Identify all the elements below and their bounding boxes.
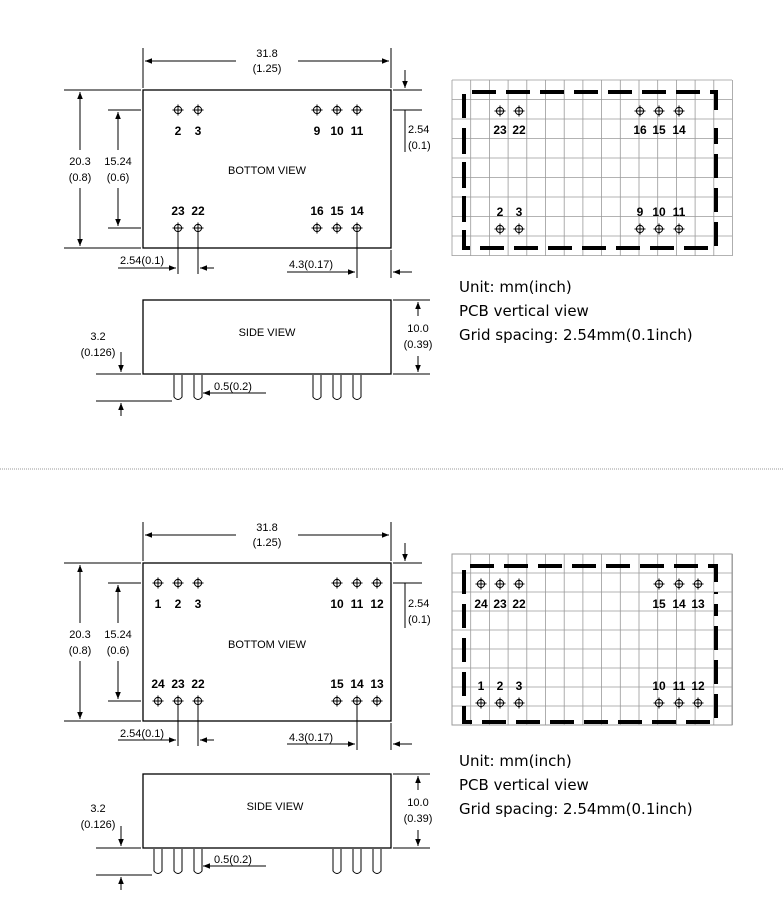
pin-number: 22 xyxy=(191,204,205,218)
pin-leg xyxy=(194,375,202,400)
pin-number: 10 xyxy=(652,679,666,693)
dim-pin-dia: 0.5(0.2) xyxy=(214,854,252,866)
dim-pin-length-mm: 3.2 xyxy=(90,331,106,343)
dim-height-mm: 20.3 xyxy=(69,629,91,641)
pin-mark xyxy=(674,579,685,590)
dim-pin-span-mm: 15.24 xyxy=(104,629,132,641)
pin-number: 3 xyxy=(194,124,202,138)
pin-number: 11 xyxy=(350,124,364,138)
dim-thickness-mm: 10.0 xyxy=(407,797,429,809)
pin-number: 12 xyxy=(691,679,705,693)
pin-number: 1 xyxy=(477,679,485,693)
pin-leg xyxy=(333,849,341,874)
pin-number: 23 xyxy=(171,677,185,691)
pin-mark xyxy=(495,698,506,709)
pin-mark xyxy=(514,106,525,117)
pin-number: 11 xyxy=(672,679,686,693)
pin-number: 9 xyxy=(313,124,321,138)
pin-mark xyxy=(514,698,525,709)
dim-pitch: 2.54(0.1) xyxy=(120,255,165,267)
pin-mark xyxy=(476,579,487,590)
pin-number: 15 xyxy=(330,677,344,691)
pin-mark xyxy=(495,224,506,235)
pin-number: 1 xyxy=(154,597,162,611)
pin-mark xyxy=(674,224,685,235)
dim-pin-span-mm: 15.24 xyxy=(104,156,132,168)
dim-height-inch: (0.8) xyxy=(68,645,92,657)
dim-thickness-inch: (0.39) xyxy=(403,813,433,825)
pin-number: 2 xyxy=(174,124,182,138)
dim-pin-length-inch: (0.126) xyxy=(80,819,116,831)
pin-number: 15 xyxy=(652,123,666,137)
diagram-a xyxy=(64,48,733,416)
side-view-pins xyxy=(174,375,361,400)
pin-number: 23 xyxy=(171,204,185,218)
pin-number: 23 xyxy=(493,597,507,611)
pin-leg xyxy=(194,849,202,874)
note-unit: Unit: mm(inch) xyxy=(459,278,572,296)
side-view-label: SIDE VIEW xyxy=(246,801,304,813)
pin-number: 22 xyxy=(191,677,205,691)
pin-number: 24 xyxy=(474,597,488,611)
pin-number: 22 xyxy=(512,597,526,611)
pin-number: 16 xyxy=(633,123,647,137)
diagram-b xyxy=(64,522,733,890)
pin-mark xyxy=(635,224,646,235)
dim-width-mm: 31.8 xyxy=(256,522,278,534)
note-unit: Unit: mm(inch) xyxy=(459,752,572,770)
dim-top-offset-mm: 2.54 xyxy=(408,598,430,610)
pin-mark xyxy=(654,224,665,235)
dim-width-mm: 31.8 xyxy=(256,48,278,60)
pin-number: 12 xyxy=(370,597,384,611)
pin-number: 13 xyxy=(370,677,384,691)
pin-number: 14 xyxy=(350,677,364,691)
pcb-pins xyxy=(464,566,716,722)
pin-number: 10 xyxy=(330,124,344,138)
dim-height-inch: (0.8) xyxy=(68,172,92,184)
pin-number: 15 xyxy=(652,597,666,611)
pin-number: 10 xyxy=(330,597,344,611)
pin-mark xyxy=(514,224,525,235)
pin-mark xyxy=(495,106,506,117)
dim-thickness-inch: (0.39) xyxy=(403,339,433,351)
pin-leg xyxy=(313,375,321,400)
pin-leg xyxy=(174,849,182,874)
pin-number: 22 xyxy=(512,123,526,137)
dim-top-offset-inch: (0.1) xyxy=(408,614,431,626)
pin-mark xyxy=(514,579,525,590)
dim-pin-length-mm: 3.2 xyxy=(90,803,106,815)
pin-number: 15 xyxy=(330,204,344,218)
side-view-pins xyxy=(154,849,381,874)
dim-top-offset-mm: 2.54 xyxy=(408,124,430,136)
pin-leg xyxy=(333,375,341,400)
pin-number: 2 xyxy=(496,205,504,219)
dim-height-mm: 20.3 xyxy=(69,156,91,168)
pin-number: 14 xyxy=(672,123,686,137)
pin-number: 14 xyxy=(350,204,364,218)
dim-pin-length-inch: (0.126) xyxy=(80,347,116,359)
note-view: PCB vertical view xyxy=(459,776,589,794)
pcb-grid xyxy=(452,80,733,256)
dim-edge: 4.3(0.17) xyxy=(289,259,334,271)
pin-number: 24 xyxy=(151,677,165,691)
bottom-view-label: BOTTOM VIEW xyxy=(227,639,307,651)
dim-pin-dia: 0.5(0.2) xyxy=(214,381,252,393)
dim-top-offset-inch: (0.1) xyxy=(408,140,431,152)
note-grid: Grid spacing: 2.54mm(0.1inch) xyxy=(459,800,693,818)
dim-width-inch: (1.25) xyxy=(252,537,282,549)
pin-number: 10 xyxy=(652,205,666,219)
pin-mark xyxy=(495,579,506,590)
pin-leg xyxy=(154,849,162,874)
pin-mark xyxy=(654,106,665,117)
dim-thickness-mm: 10.0 xyxy=(407,323,429,335)
pcb-grid xyxy=(452,554,733,725)
pin-number: 3 xyxy=(515,205,523,219)
pin-number: 11 xyxy=(350,597,364,611)
pin-number: 2 xyxy=(496,679,504,693)
pin-number: 2 xyxy=(174,597,182,611)
pin-mark xyxy=(693,579,704,590)
side-view-label: SIDE VIEW xyxy=(238,327,296,339)
bottom-view-label: BOTTOM VIEW xyxy=(227,165,307,177)
dim-edge: 4.3(0.17) xyxy=(289,732,334,744)
pin-leg xyxy=(353,849,361,874)
pin-leg xyxy=(174,375,182,400)
pin-number: 11 xyxy=(672,205,686,219)
pin-leg xyxy=(373,849,381,874)
pin-mark xyxy=(476,698,487,709)
pin-mark xyxy=(693,698,704,709)
pin-number: 14 xyxy=(672,597,686,611)
pin-number: 3 xyxy=(515,679,523,693)
note-grid: Grid spacing: 2.54mm(0.1inch) xyxy=(459,326,693,344)
dim-pitch: 2.54(0.1) xyxy=(120,728,165,740)
pin-mark xyxy=(674,698,685,709)
pin-mark xyxy=(674,106,685,117)
pin-mark xyxy=(654,698,665,709)
dim-pin-span-inch: (0.6) xyxy=(106,172,130,184)
pin-number: 9 xyxy=(636,205,644,219)
pcb-pins xyxy=(464,92,716,248)
pin-mark xyxy=(635,106,646,117)
dim-pin-span-inch: (0.6) xyxy=(106,645,130,657)
note-view: PCB vertical view xyxy=(459,302,589,320)
pin-number: 13 xyxy=(691,597,705,611)
pin-number: 3 xyxy=(194,597,202,611)
dim-width-inch: (1.25) xyxy=(252,63,282,75)
pin-leg xyxy=(353,375,361,400)
pin-number: 16 xyxy=(310,204,324,218)
pin-number: 23 xyxy=(493,123,507,137)
pin-mark xyxy=(654,579,665,590)
